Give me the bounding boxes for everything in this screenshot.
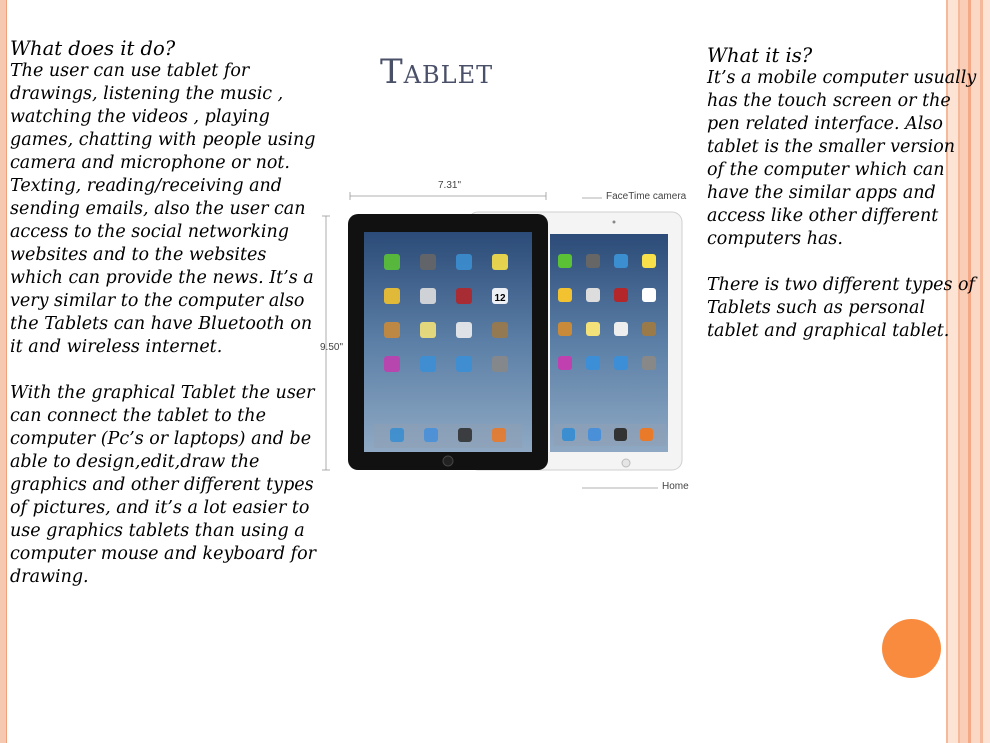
- left-paragraph-2: With the graphical Tablet the user can connect the tablet to the computer (Pc’s or laptops) and be able to design,edit,draw the graphics and other different types of pictures, and it’s a lot easier to use graphics tablets than using a computer mouse and keyboard for drawing.: [10, 383, 317, 587]
- decorative-orange-circle: [882, 619, 941, 678]
- left-heading: What does it do?: [10, 37, 176, 60]
- slide-title: Tablet: [380, 52, 494, 92]
- right-paragraph-2: There is two different types of Tablets such as personal tablet and graphical tablet.: [707, 275, 976, 341]
- calendar-day: 12: [494, 293, 506, 304]
- right-heading: What it is?: [707, 44, 813, 67]
- left-paragraph-1: The user can use tablet for drawings, listening the music , watching the videos , playing games, chatting with people using camera and microphone or not. Texting, reading/receiving and sending emails, also the user can access to the social networking websites and to the websites which can provide the news. It’s a very similar to the computer also the Tablets can have Bluetooth on it and wireless internet.: [10, 61, 316, 357]
- height-dimension-label: 9.50": [320, 342, 344, 353]
- left-text-column: [10, 37, 320, 589]
- left-border-line: [6, 0, 7, 743]
- width-dimension-label: 7.31": [438, 180, 462, 191]
- tablet-image: [318, 178, 698, 498]
- right-text-column: [707, 44, 977, 343]
- tablet-illustration: [318, 178, 698, 498]
- home-button-label: Home: [662, 481, 689, 492]
- right-paragraph-1: It’s a mobile computer usually has the touch screen or the pen related interface. Also tablet is the smaller version of the computer which can have the similar apps and access like other different computers has.: [707, 68, 977, 249]
- facetime-camera-label: FaceTime camera: [606, 191, 687, 202]
